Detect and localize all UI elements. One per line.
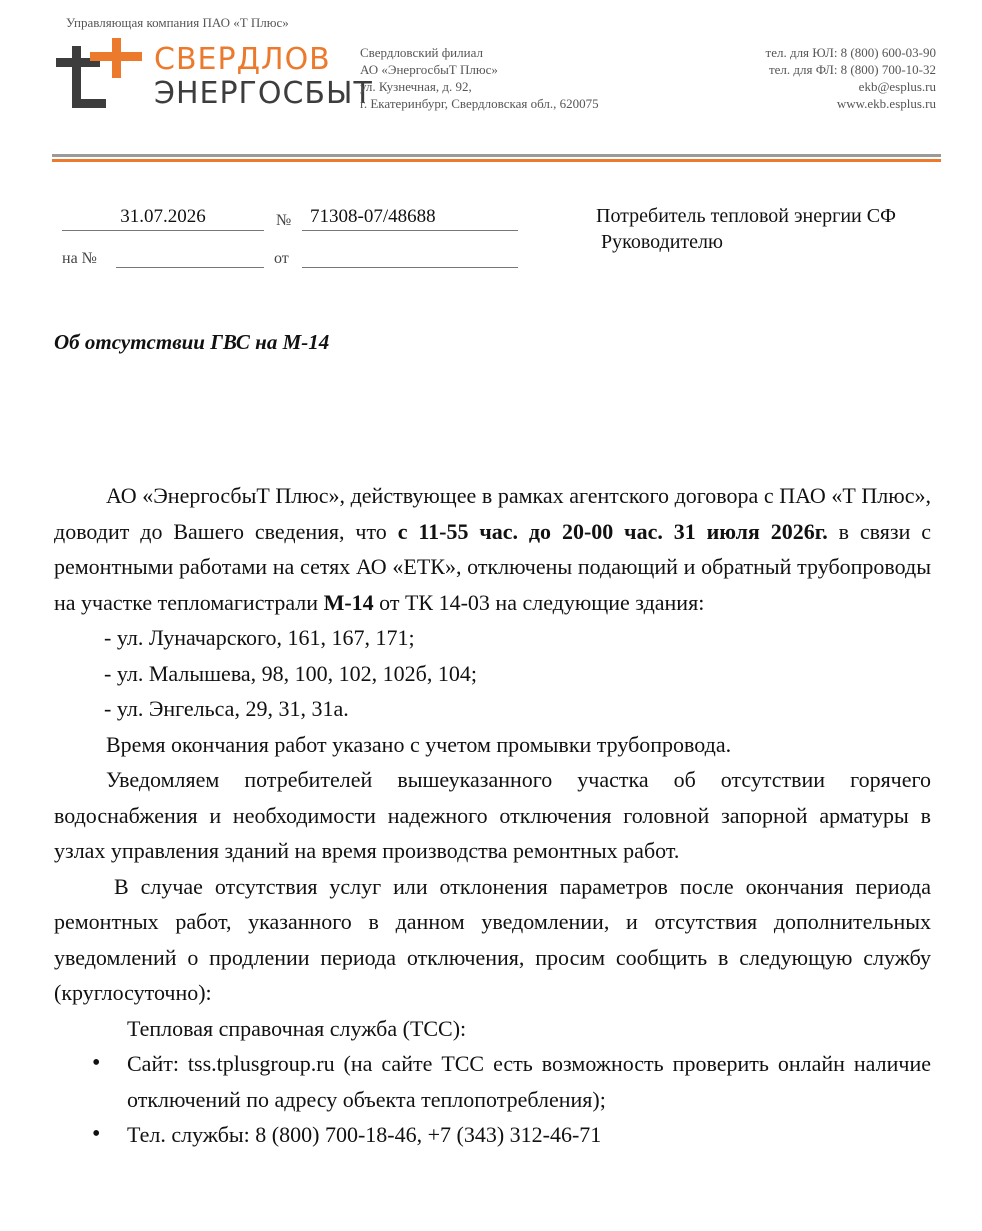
body-paragraph: АО «ЭнергосбыТ Плюс», действующее в рамках агентского договора с ПАО «Т Плюс», доводит до Вашего сведения, что с 11-55 час. до 20-00 час. 31 июля 2026г. в связи с ремонтными работами на сетях АО «ЕТК», отключены подающий и обратный трубопроводы на участке тепломагистрали М-14 от ТК 14-03 на следующие здания:: [54, 483, 931, 615]
mainline-name: М-14: [323, 589, 374, 615]
recipient-block: [596, 203, 896, 255]
address-item: - ул. Малышева, 98, 100, 102, 102б, 104;: [104, 660, 477, 686]
from-underline: [302, 267, 518, 268]
address-item: - ул. Луначарского, 161, 167, 171;: [104, 625, 415, 650]
letter-subject: Об отсутствии ГВС на М-14: [54, 330, 330, 354]
recipient-line: Руководителю: [601, 231, 723, 253]
letter-body: [54, 478, 931, 1153]
outage-period: с 11-55 час. до 20-00 час. 31 июля 2026г.: [397, 518, 828, 544]
ref-label: на №: [62, 250, 97, 267]
body-paragraph: Уведомляем потребителей вышеуказанного участка об отсутствии горячего водоснабжения и необходимости надежного отключения головной запорной арматуры в узлах управления зданий на время производства ремонтных работ.: [54, 767, 931, 863]
ref-underline: [116, 267, 264, 268]
phone-individual: тел. для ФЛ: 8 (800) 700-10-32: [768, 62, 936, 77]
tss-title: Тепловая справочная служба (ТСС):: [127, 1015, 467, 1041]
number-label: №: [276, 212, 292, 229]
from-label: от: [274, 250, 289, 267]
date-underline: [62, 230, 264, 231]
address-item: - ул. Энгельса, 29, 31, 31а.: [104, 696, 349, 721]
header-divider-orange: [52, 159, 941, 162]
bullet-item: • Тел. службы: 8 (800) 700-18-46, +7 (343) 312-46-71: [54, 1117, 931, 1153]
branch-line: Свердловский филиал: [360, 45, 483, 60]
email: ekb@esplus.ru: [858, 79, 936, 94]
company-logo: [56, 38, 373, 114]
logo-text-line1: СВЕРДЛОВ: [154, 42, 331, 77]
number-underline: [302, 230, 518, 231]
recipient-line: Потребитель тепловой энергии СФ: [596, 205, 896, 227]
body-paragraph: Время окончания работ указано с учетом промывки трубопровода.: [106, 731, 732, 757]
company-line: Управляющая компания ПАО «Т Плюс»: [66, 15, 289, 30]
branch-address: [360, 44, 599, 112]
doc-number: 71308-07/48688: [310, 206, 436, 227]
branch-line: ул. Кузнечная, д. 92,: [360, 79, 472, 94]
phone-legal: тел. для ЮЛ: 8 (800) 600-03-90: [765, 45, 936, 60]
website: www.ekb.esplus.ru: [836, 96, 936, 111]
branch-line: АО «ЭнергосбыТ Плюс»: [360, 62, 498, 77]
contacts-block: [766, 44, 936, 112]
header-divider-gray: [52, 154, 941, 157]
logo-mark-icon: [56, 38, 146, 114]
logo-text-line2: ЭНЕРГОСБЫТ: [154, 76, 373, 111]
bullet-item: • Сайт: tss.tplusgroup.ru (на сайте ТСС есть возможность проверить онлайн наличие отключений по адресу объекта теплопотребления);: [54, 1046, 931, 1117]
doc-date: 31.07.2026: [120, 206, 206, 227]
body-paragraph: В случае отсутствия услуг или отклонения параметров после окончания периода ремонтных работ, указанного в данном уведомлении, и отсутствия дополнительных уведомлений о продлении периода отключения, просим сообщить в следующую службу (круглосуточно):: [54, 873, 931, 1005]
branch-line: г. Екатеринбург, Свердловская обл., 620075: [360, 96, 599, 111]
